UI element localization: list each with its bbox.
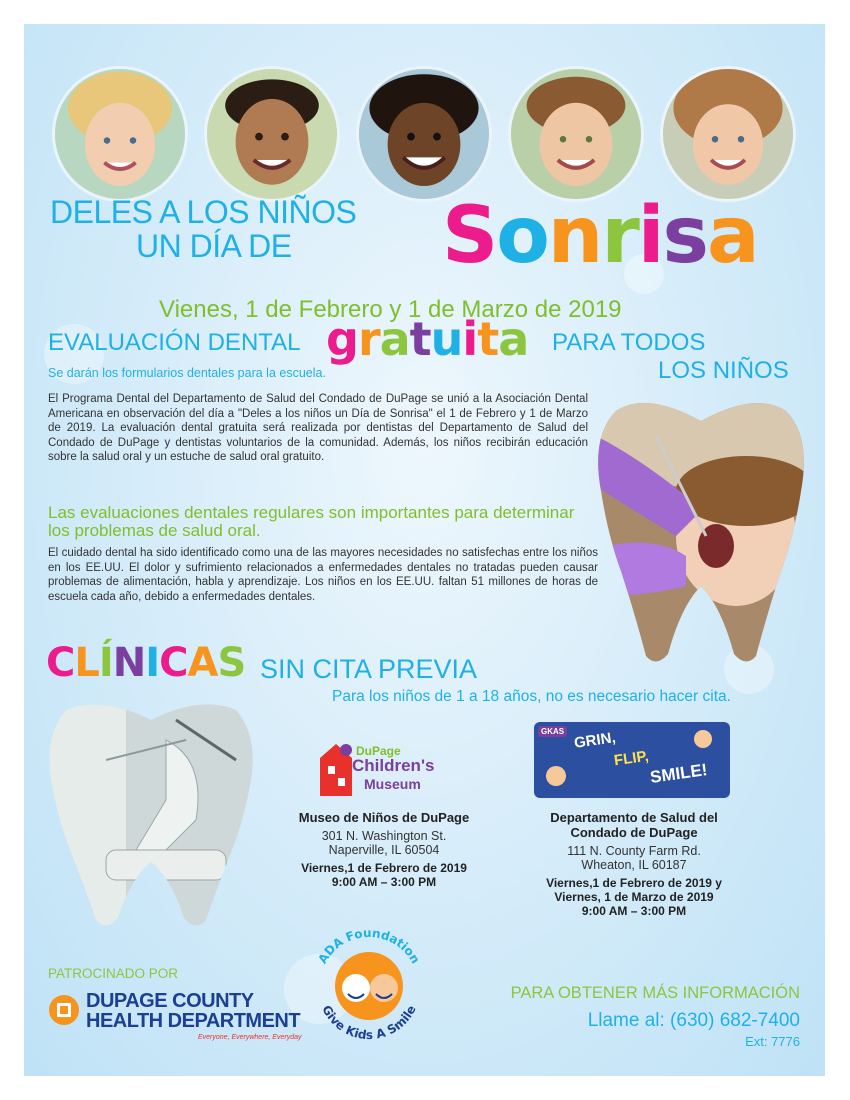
dupage-health-dept-logo	[48, 990, 308, 1050]
child-photo-4	[508, 66, 644, 202]
importance-heading: Las evaluaciones dentales regulares son importantes para determinar los problemas de salud oral.	[48, 503, 575, 540]
clinicas-letter: Í	[98, 640, 113, 686]
clinics-subtitle: Para los niños de 1 a 18 años, no es necesario hacer cita.	[332, 688, 731, 705]
clinic-museum-address1: 301 N. Washington St.	[321, 829, 447, 843]
evaluation-subtitle: Se darán los formularios dentales para la escuela.	[48, 366, 326, 380]
gratuita-letter: i	[462, 312, 478, 366]
smile-logo-word2: FLIP,	[612, 747, 650, 770]
gratuita-word	[326, 309, 528, 369]
child-photo-5	[660, 66, 796, 202]
cartoon-face-icon	[546, 766, 566, 786]
ada-badge-top-text: ADA Foundation	[315, 925, 423, 966]
sponsor-label: PATROCINADO POR	[48, 966, 179, 981]
clinicas-letter: C	[46, 640, 75, 686]
contact-ext: Ext: 7776	[745, 1034, 800, 1049]
clinicas-letter: S	[217, 640, 246, 686]
gratuita-letter: a	[379, 312, 410, 366]
clinic-hd-address2: Wheaton, IL 60187	[581, 858, 687, 872]
health-dept-tagline: Everyone, Everywhere, Everyday	[198, 1034, 302, 1041]
child-photo-2	[204, 66, 340, 202]
health-dept-emblem-icon	[48, 994, 80, 1026]
gratuita-letter: r	[357, 312, 380, 366]
museum-logo-line1: DuPage	[356, 744, 401, 758]
clinic-museum-time: 9:00 AM – 3:00 PM	[331, 875, 437, 889]
contact-heading: PARA OBTENER MÁS INFORMACIÓN	[510, 984, 800, 1002]
gratuita-letter: g	[326, 312, 358, 366]
contact-phone[interactable]: Llame al: (630) 682-7400	[587, 1010, 800, 1031]
gratuita-letter: t	[477, 312, 499, 366]
clinicas-letter: L	[74, 640, 99, 686]
gkas-mini-label: GKAS	[538, 726, 567, 737]
flyer-page	[24, 24, 825, 1076]
sonrisa-letter: o	[496, 191, 548, 281]
sonrisa-letter: r	[601, 191, 638, 281]
grin-flip-smile-logo	[534, 722, 730, 798]
importance-paragraph: El cuidado dental ha sido identificado como una de las mayores necesidades no satisfechas entre los niños en los EE.UU. El dolor y sufrimiento relacionados a enfermedades dentales no tratadas pueden causar problemas de alimentación, habla y aprendizaje. Los niños en los EE.UU. faltan 51 millones de horas de escuela cada año, debido a enfermedades dentales.	[48, 547, 598, 603]
health-dept-logo-line2: HEALTH DEPARTMENT	[86, 1010, 301, 1032]
clinic-hd-time: 9:00 AM – 3:00 PM	[581, 904, 687, 918]
evaluation-prefix: EVALUACIÓN DENTAL	[48, 329, 301, 356]
clinic-museum-address2: Naperville, IL 60504	[328, 843, 440, 857]
clinic-health-dept	[514, 810, 754, 918]
clinic-hd-address1: 111 N. County Farm Rd.	[567, 844, 701, 858]
museum-logo-line2: Children's	[352, 756, 435, 775]
smile-logo-word1: GRIN,	[573, 729, 617, 752]
cartoon-face-icon	[694, 730, 712, 748]
clinic-hd-name2: Condado de DuPage	[570, 825, 698, 840]
clinic-hd-date1: Viernes,1 de Febrero de 2019 y	[546, 876, 722, 890]
headline-line1: DELES A LOS NIÑOS	[50, 194, 357, 230]
tooth-photo-dental-chair	[46, 700, 256, 930]
gratuita-letter: a	[498, 312, 529, 366]
clinic-hd-date2: Viernes, 1 de Marzo de 2019	[554, 890, 714, 904]
clinic-museum-name: Museo de Niños de DuPage	[298, 810, 470, 825]
headline-line2: UN DÍA DE	[136, 228, 292, 264]
evaluation-paragraph: El Programa Dental del Departamento de Salud del Condado de DuPage se unió a la Asociación Dental Americana en observación del día a "Deles a los niños un Día de Sonrisa" el 1 de Febrero y 1 de Marzo de 2019. La evaluación dental gratuita será realizada por dentistas del Departamento de Salud del Condado de DuPage y dentistas voluntarios de la comunidad. Además, los niños recibirán educación sobre la salud oral y un estuche de salud oral gratuito.	[48, 393, 588, 464]
event-dates: Vienes, 1 de Febrero y 1 de Marzo de 2019	[159, 296, 622, 323]
child-photo-1	[52, 66, 188, 202]
sonrisa-letter: s	[662, 191, 707, 281]
ada-badge-bottom-text: Give Kids A Smile	[319, 1002, 419, 1043]
gratuita-letter: u	[430, 312, 463, 366]
clinicas-letter: I	[145, 640, 160, 686]
clinic-museum	[274, 810, 494, 889]
ada-foundation-badge	[300, 922, 438, 1050]
clinicas-letter: C	[159, 640, 188, 686]
clinic-museum-date: Viernes,1 de Febrero de 2019	[301, 861, 467, 875]
clinic-hd-name1: Departamento de Salud del	[550, 810, 718, 825]
child-photo-3	[356, 66, 492, 202]
museum-building-icon	[316, 738, 356, 798]
clinicas-letter: N	[112, 640, 146, 686]
sonrisa-letter: i	[637, 191, 663, 281]
clinics-heading-suffix: SIN CITA PREVIA	[260, 654, 478, 684]
evaluation-suffix-2: LOS NIÑOS	[658, 357, 789, 384]
health-dept-logo-line1: DUPAGE COUNTY	[86, 990, 254, 1012]
gratuita-letter: t	[409, 312, 431, 366]
sonrisa-letter: n	[547, 191, 602, 281]
clinicas-word	[46, 640, 245, 686]
museum-logo-line3: Museum	[364, 776, 421, 792]
evaluation-suffix-1: PARA TODOS	[552, 329, 706, 356]
smile-logo-word3: SMILE!	[648, 760, 709, 787]
tooth-photo-dental-exam	[596, 396, 806, 666]
clinicas-letter: A	[187, 640, 218, 686]
sonrisa-word	[442, 190, 758, 281]
sonrisa-letter: a	[706, 191, 758, 281]
dupage-childrens-museum-logo	[312, 724, 462, 804]
sonrisa-letter: S	[442, 191, 497, 281]
